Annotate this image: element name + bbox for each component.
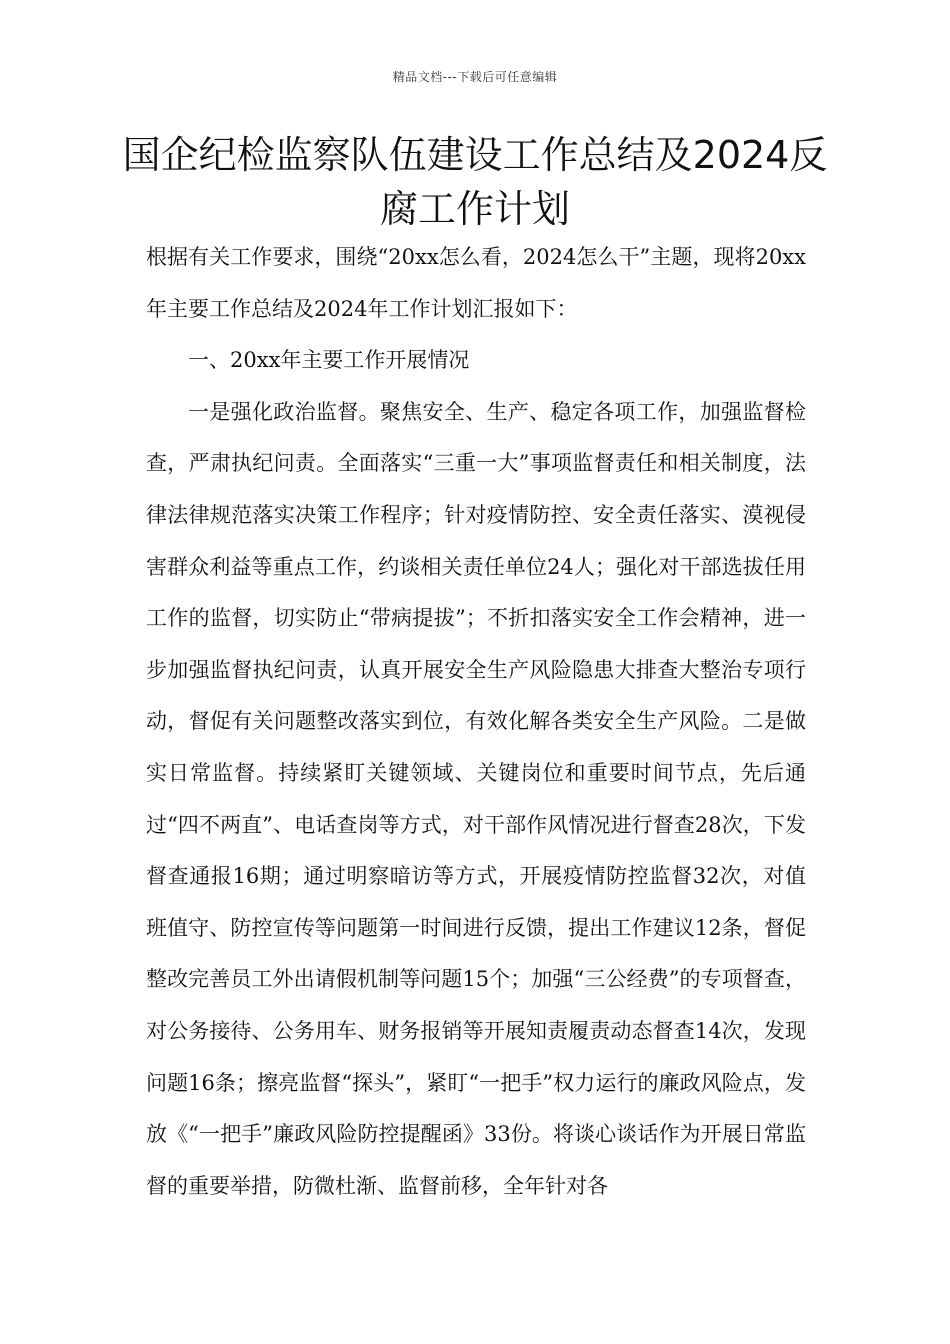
intro-paragraph: 根据有关工作要求，围绕“20xx怎么看，2024怎么干”主题，现将20xx年主要工作总结及2024年工作计划汇报如下： (146, 245, 806, 321)
header-note: 精品文档---下载后可任意编辑 (392, 70, 558, 84)
document-body (146, 232, 806, 1212)
body-paragraph: 一是强化政治监督。聚焦安全、生产、稳定各项工作，加强监督检查，严肃执纪问责。全面落实“三重一大”事项监督责任和相关制度，法律法律规范落实决策工作程序；针对疫情防控、安全责任落实、漠视侵害群众利益等重点工作，约谈相关责任单位24人；强化对干部选拔任用工作的监督，切实防止“带病提拔”；不折扣落实安全工作会精神，进一步加强监督执纪问责，认真开展安全生产风险隐患大排查大整治专项行动，督促有关问题整改落实到位，有效化解各类安全生产风险。二是做实日常监督。持续紧盯关键领域、关键岗位和重要时间节点，先后通过“四不两直”、电话查岗等方式，对干部作风情况进行督查28次，下发督查通报16期；通过明察暗访等方式，开展疫情防控监督32次，对值班值守、防控宣传等问题第一时间进行反馈，提出工作建议12条，督促整改完善员工外出请假机制等问题15个；加强“三公经费”的专项督查，对公务接待、公务用车、财务报销等开展知责履责动态督查14次，发现问题16条；擦亮监督“探头”，紧盯“一把手”权力运行的廉政风险点，发放《“一把手”廉政风险防控提醒函》33份。将谈心谈话作为开展日常监督的重要举措，防微杜渐、监督前移，全年针对各 (146, 399, 806, 1198)
section-heading: 一、20xx年主要工作开展情况 (188, 348, 470, 373)
document-title: 国企纪检监察队伍建设工作总结及2024反腐工作计划 (122, 133, 828, 231)
